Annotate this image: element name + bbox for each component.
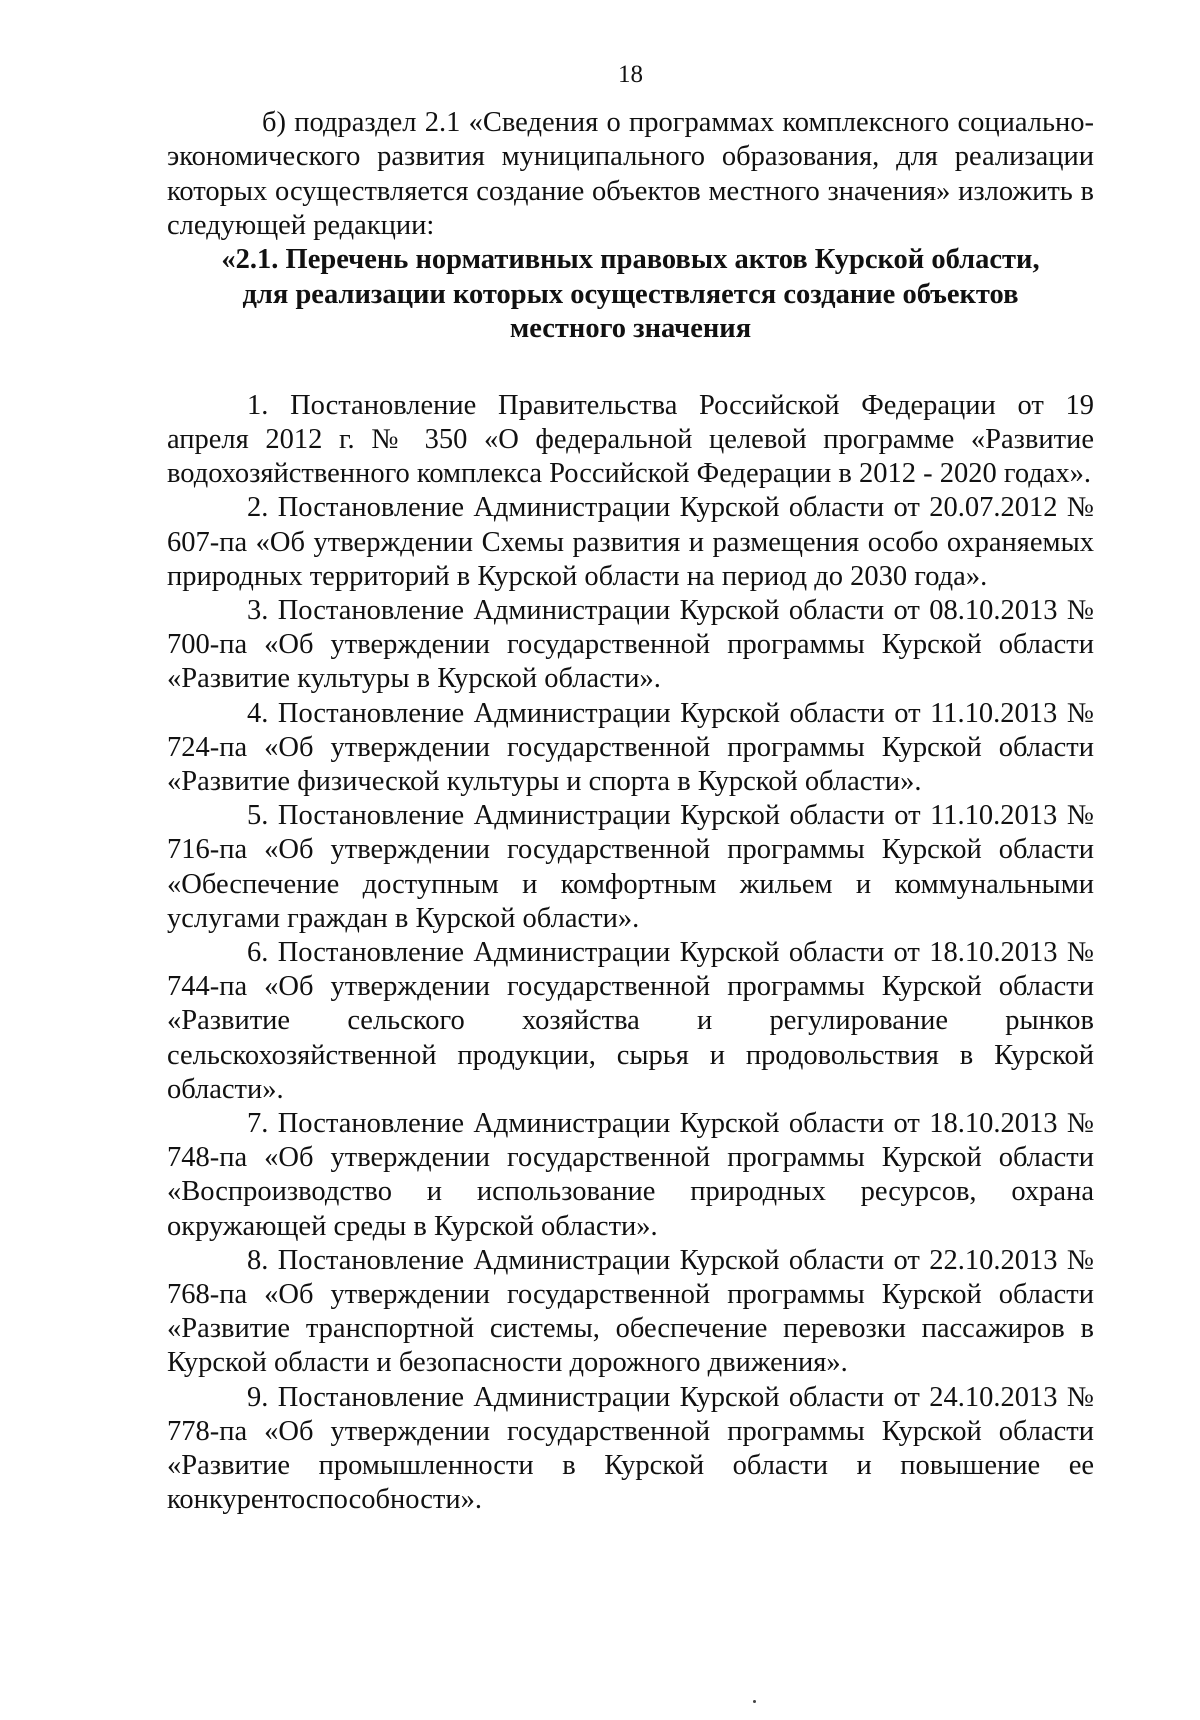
scan-speck (753, 1700, 756, 1703)
list-item: 6. Постановление Администрации Курской области от 18.10.2013 № 744-па «Об утверждении государственной программы Курской области «Развитие сельского хозяйства и регулирование рынков сельскохозяйственной продукции, сырья и продовольствия в Курской области». (167, 936, 1094, 1105)
list-item: 4. Постановление Администрации Курской области от 11.10.2013 № 724-па «Об утверждении государственной программы Курской области «Развитие физической культуры и спорта в Курской области». (167, 697, 1094, 797)
page-number: 18 (618, 61, 643, 88)
list-item: 2. Постановление Администрации Курской области от 20.07.2012 № 607-па «Об утверждении Схемы развития и размещения особо охраняемых природных территорий в Курской области на период до 2030 года». (167, 492, 1094, 592)
heading-line: местного значения (509, 313, 752, 345)
list-item: 7. Постановление Администрации Курской области от 18.10.2013 № 748-па «Об утверждении государственной программы Курской области «Воспроизводство и использование природных ресурсов, охрана окружающей среды в Курской области». (167, 1107, 1094, 1242)
list-item: 3. Постановление Администрации Курской области от 08.10.2013 № 700-па «Об утверждении государственной программы Курской области «Развитие культуры в Курской области». (167, 594, 1094, 695)
list-item: 1. Постановление Правительства Российской Федерации от 19 апреля 2012 г. № 350 «О федеральной целевой программе «Развитие водохозяйственного комплекса Российской Федерации в 2012 - 2020 годах». (167, 389, 1094, 490)
section-heading (167, 243, 1094, 347)
intro-paragraph: б) подраздел 2.1 «Сведения о программах комплексного социально-экономического развития муниципального образования, для реализации которых осуществляется создание объектов местного значения» изложить в следующей редакции: (167, 107, 1094, 241)
heading-line: для реализации которых осуществляется создание объектов (242, 278, 1019, 310)
list-item: 9. Постановление Администрации Курской области от 24.10.2013 № 778-па «Об утверждении государственной программы Курской области «Развитие промышленности в Курской области и повышение ее конкурентоспособности». (167, 1381, 1094, 1516)
acts-list (167, 389, 1094, 1518)
list-item: 5. Постановление Администрации Курской области от 11.10.2013 № 716-па «Об утверждении государственной программы Курской области «Обеспечение доступным и комфортным жильем и коммунальными услугами граждан в Курской области». (167, 800, 1094, 934)
list-item: 8. Постановление Администрации Курской области от 22.10.2013 № 768-па «Об утверждении государственной программы Курской области «Развитие транспортной системы, обеспечение перевозки пассажиров в Курской области и безопасности дорожного движения». (167, 1244, 1094, 1379)
heading-line: «2.1. Перечень нормативных правовых актов Курской области, (221, 244, 1040, 276)
document-page (167, 58, 1094, 1517)
